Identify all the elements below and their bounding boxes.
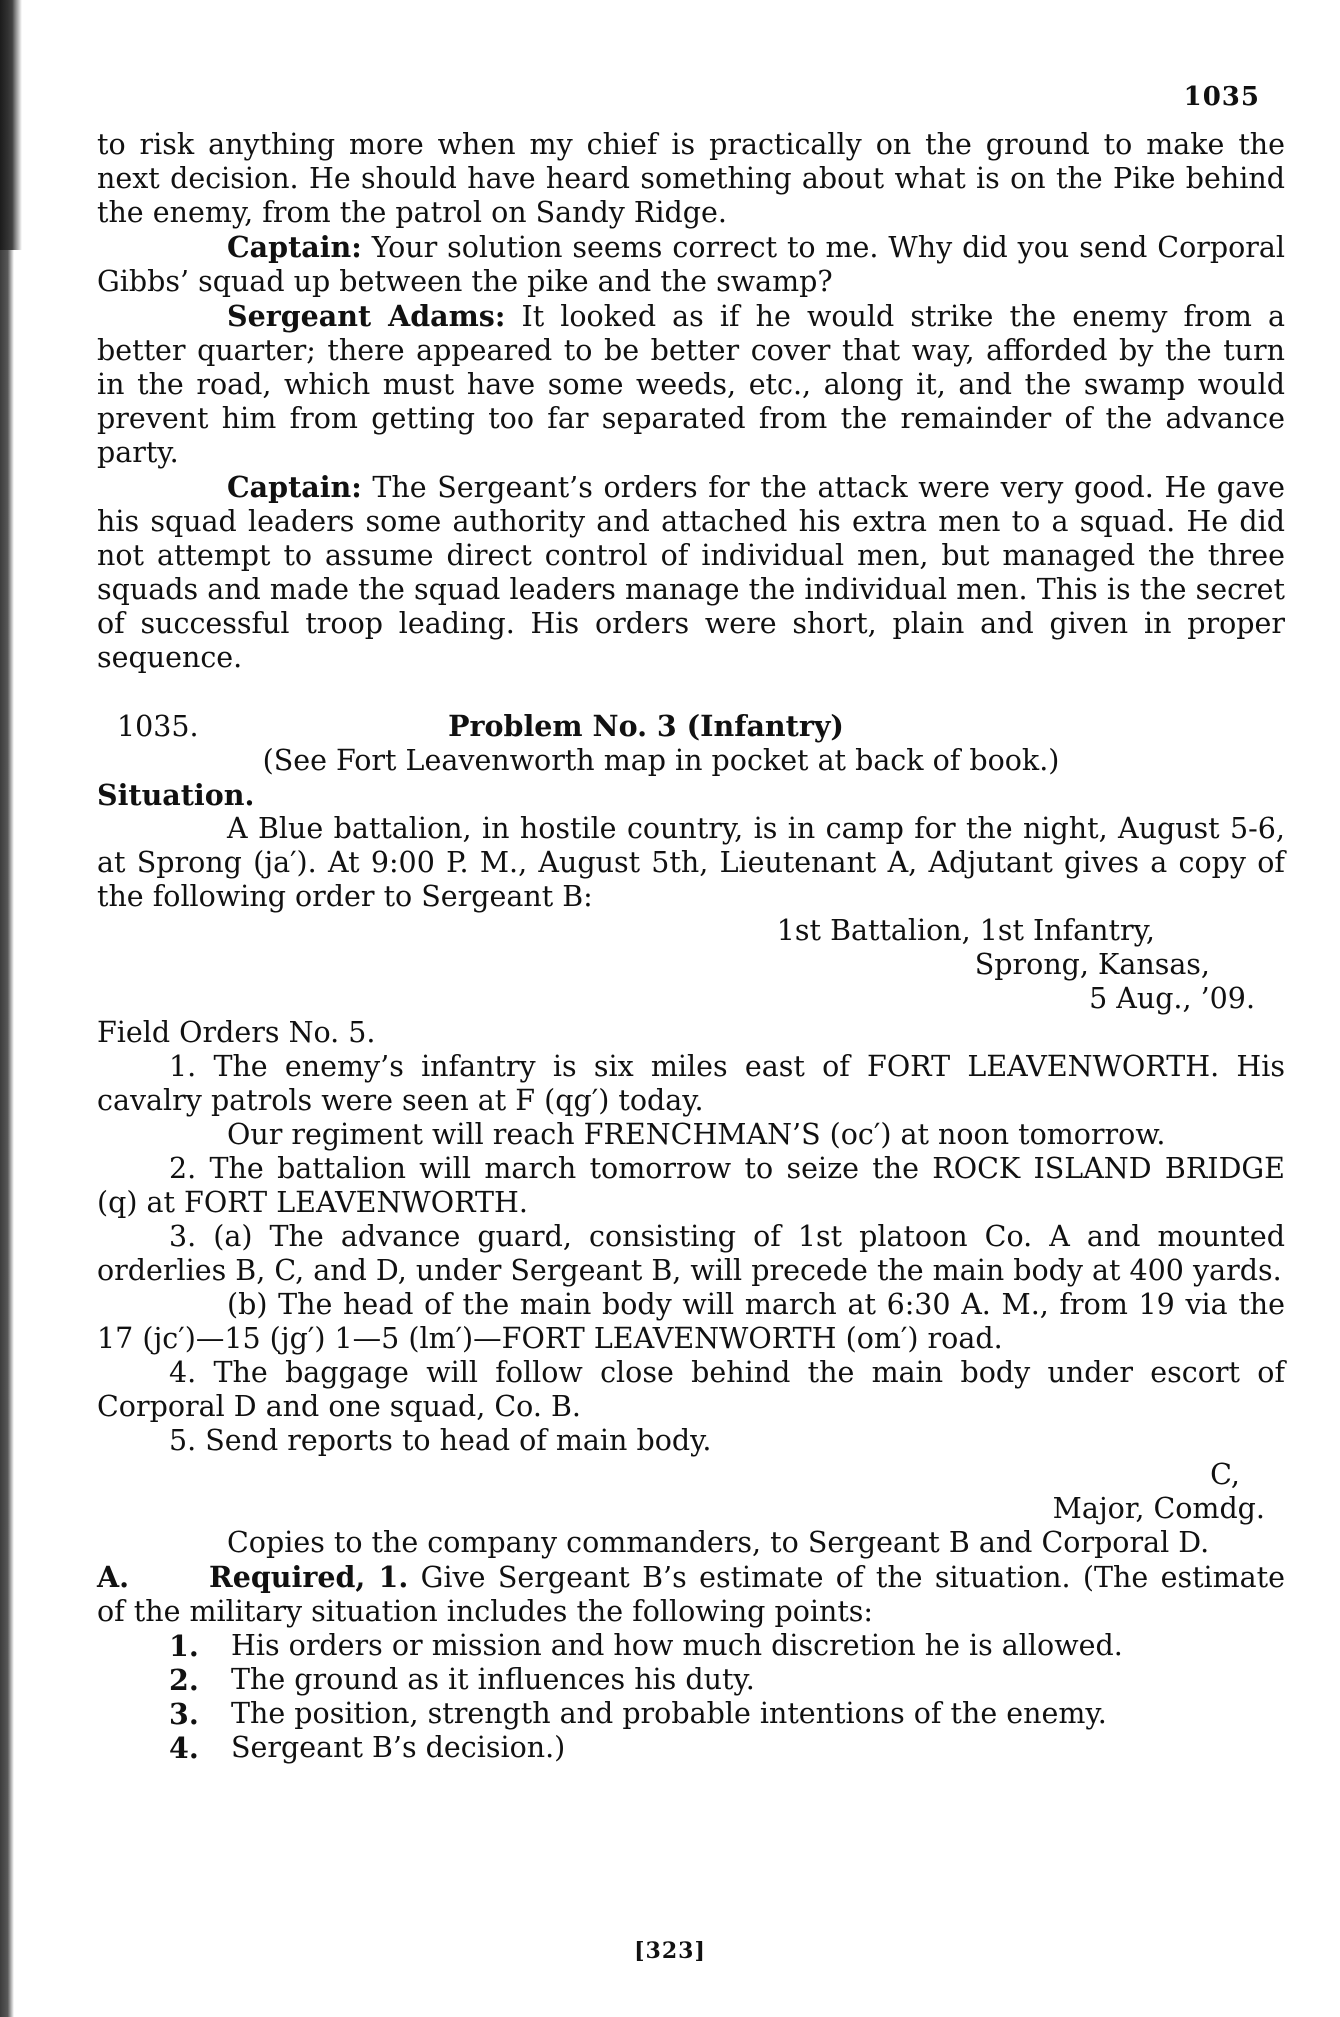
list-item (97, 1629, 1285, 1663)
problem-heading (97, 709, 1285, 744)
order-paragraph-3a: 3. (a) The advance guard, consisting of 1st platoon Co. A and mounted orderlies B, C, and D, under Sergeant B, will precede the main body at 400 yards. (97, 1220, 1285, 1287)
signature-name: C, (1210, 1458, 1240, 1491)
order-heading-date: 5 Aug., ’09. (1089, 982, 1255, 1015)
list-item (97, 1663, 1285, 1697)
list-item (97, 1697, 1285, 1731)
map-note: (See Fort Leavenworth map in pocket at back of book.) (262, 744, 1060, 777)
requirement-label: Required, 1. (209, 1560, 409, 1594)
order-paragraph-2: 2. The battalion will march tomorrow to seize the ROCK ISLAND BRIDGE (q) at FORT LEAVENWORTH. (97, 1152, 1285, 1219)
order-heading-place: Sprong, Kansas, (974, 948, 1210, 981)
paragraph-text: The Sergeant’s orders for the attack were very good. He gave his squad leaders some authority and attached his extra men to a squad. He did not attempt to assume direct control of individual men, but managed the three squads and made the squad leaders manage the individual men. This is the secret of successful troop leading. His orders were short, plain and given in proper sequence. (97, 471, 1285, 674)
situation-heading: Situation. (97, 778, 255, 812)
list-item-text: His orders or mission and how much discretion he is allowed. (231, 1629, 1123, 1662)
signature-title: Major, Comdg. (1052, 1492, 1265, 1525)
page-footer-number: [323] (634, 1938, 706, 1964)
paragraph-captain-1 (97, 230, 1285, 299)
order-paragraph-3b: (b) The head of the main body will march at 6:30 A. M., from 19 via the 17 (jc′)—15 (jg′) 1—5 (lm′)—FORT LEAVENWORTH (om′) road. (97, 1288, 1285, 1355)
list-item (97, 1731, 1285, 1765)
order-heading-unit: 1st Battalion, 1st Infantry, (776, 914, 1155, 947)
requirement-paragraph (97, 1560, 1285, 1629)
estimate-points-list (97, 1629, 1285, 1765)
paragraph-continuation: to risk anything more when my chief is practically on the ground to make the next decision. He should have heard something about what is on the Pike behind the enemy, from the patrol on Sandy Ridge. (97, 128, 1285, 229)
speaker-label: Sergeant Adams: (227, 299, 506, 333)
speaker-label: Captain: (227, 470, 362, 504)
requirement-text: Give Sergeant B’s estimate of the situation. (The estimate of the military situation includes the following points: (97, 1561, 1285, 1628)
list-item-number: 1. (169, 1629, 199, 1663)
paragraph-sergeant-adams (97, 299, 1285, 470)
speaker-label: Captain: (227, 230, 362, 264)
list-item-number: 4. (169, 1731, 199, 1765)
scan-binding-shadow (0, 0, 14, 2017)
problem-title: Problem No. 3 (Infantry) (448, 709, 844, 743)
scan-binding-shadow-top (0, 0, 22, 250)
requirement-label-a: A. (97, 1560, 130, 1594)
list-item-text: The position, strength and probable intentions of the enemy. (231, 1697, 1107, 1730)
order-paragraph-4: 4. The baggage will follow close behind the main body under escort of Corporal D and one squad, Co. B. (97, 1356, 1285, 1423)
order-paragraph-1b: Our regiment will reach FRENCHMAN’S (oc′) at noon tomorrow. (227, 1118, 1166, 1151)
paragraph-captain-2 (97, 470, 1285, 675)
spacer (97, 675, 1285, 709)
list-item-number: 2. (169, 1663, 199, 1697)
list-item-text: The ground as it influences his duty. (231, 1663, 755, 1696)
copies-line: Copies to the company commanders, to Sergeant B and Corporal D. (227, 1526, 1210, 1559)
paragraph-text: It looked as if he would strike the enemy from a better quarter; there appeared to be better cover that way, afforded by the turn in the road, which must have some weeds, etc., along it, and the swamp would prevent him from getting too far separated from the remainder of the advance party. (97, 300, 1285, 469)
order-paragraph-1: 1. The enemy’s infantry is six miles east of FORT LEAVENWORTH. His cavalry patrols were seen at F (qg′) today. (97, 1050, 1285, 1117)
page-number: 1035 (1183, 82, 1260, 112)
page-body (97, 128, 1285, 1765)
problem-number: 1035. (117, 710, 199, 743)
situation-paragraph: A Blue battalion, in hostile country, is in camp for the night, August 5-6, at Sprong (ja′). At 9:00 P. M., August 5th, Lieutenant A, Adjutant gives a copy of the following order to Sergeant B: (97, 812, 1285, 913)
list-item-number: 3. (169, 1697, 199, 1731)
order-paragraph-5: 5. Send reports to head of main body. (169, 1424, 712, 1457)
list-item-text: Sergeant B’s decision.) (231, 1731, 566, 1764)
field-orders-title: Field Orders No. 5. (97, 1016, 376, 1049)
paragraph-text: Your solution seems correct to me. Why did you send Corporal Gibbs’ squad up between the pike and the swamp? (97, 231, 1285, 298)
